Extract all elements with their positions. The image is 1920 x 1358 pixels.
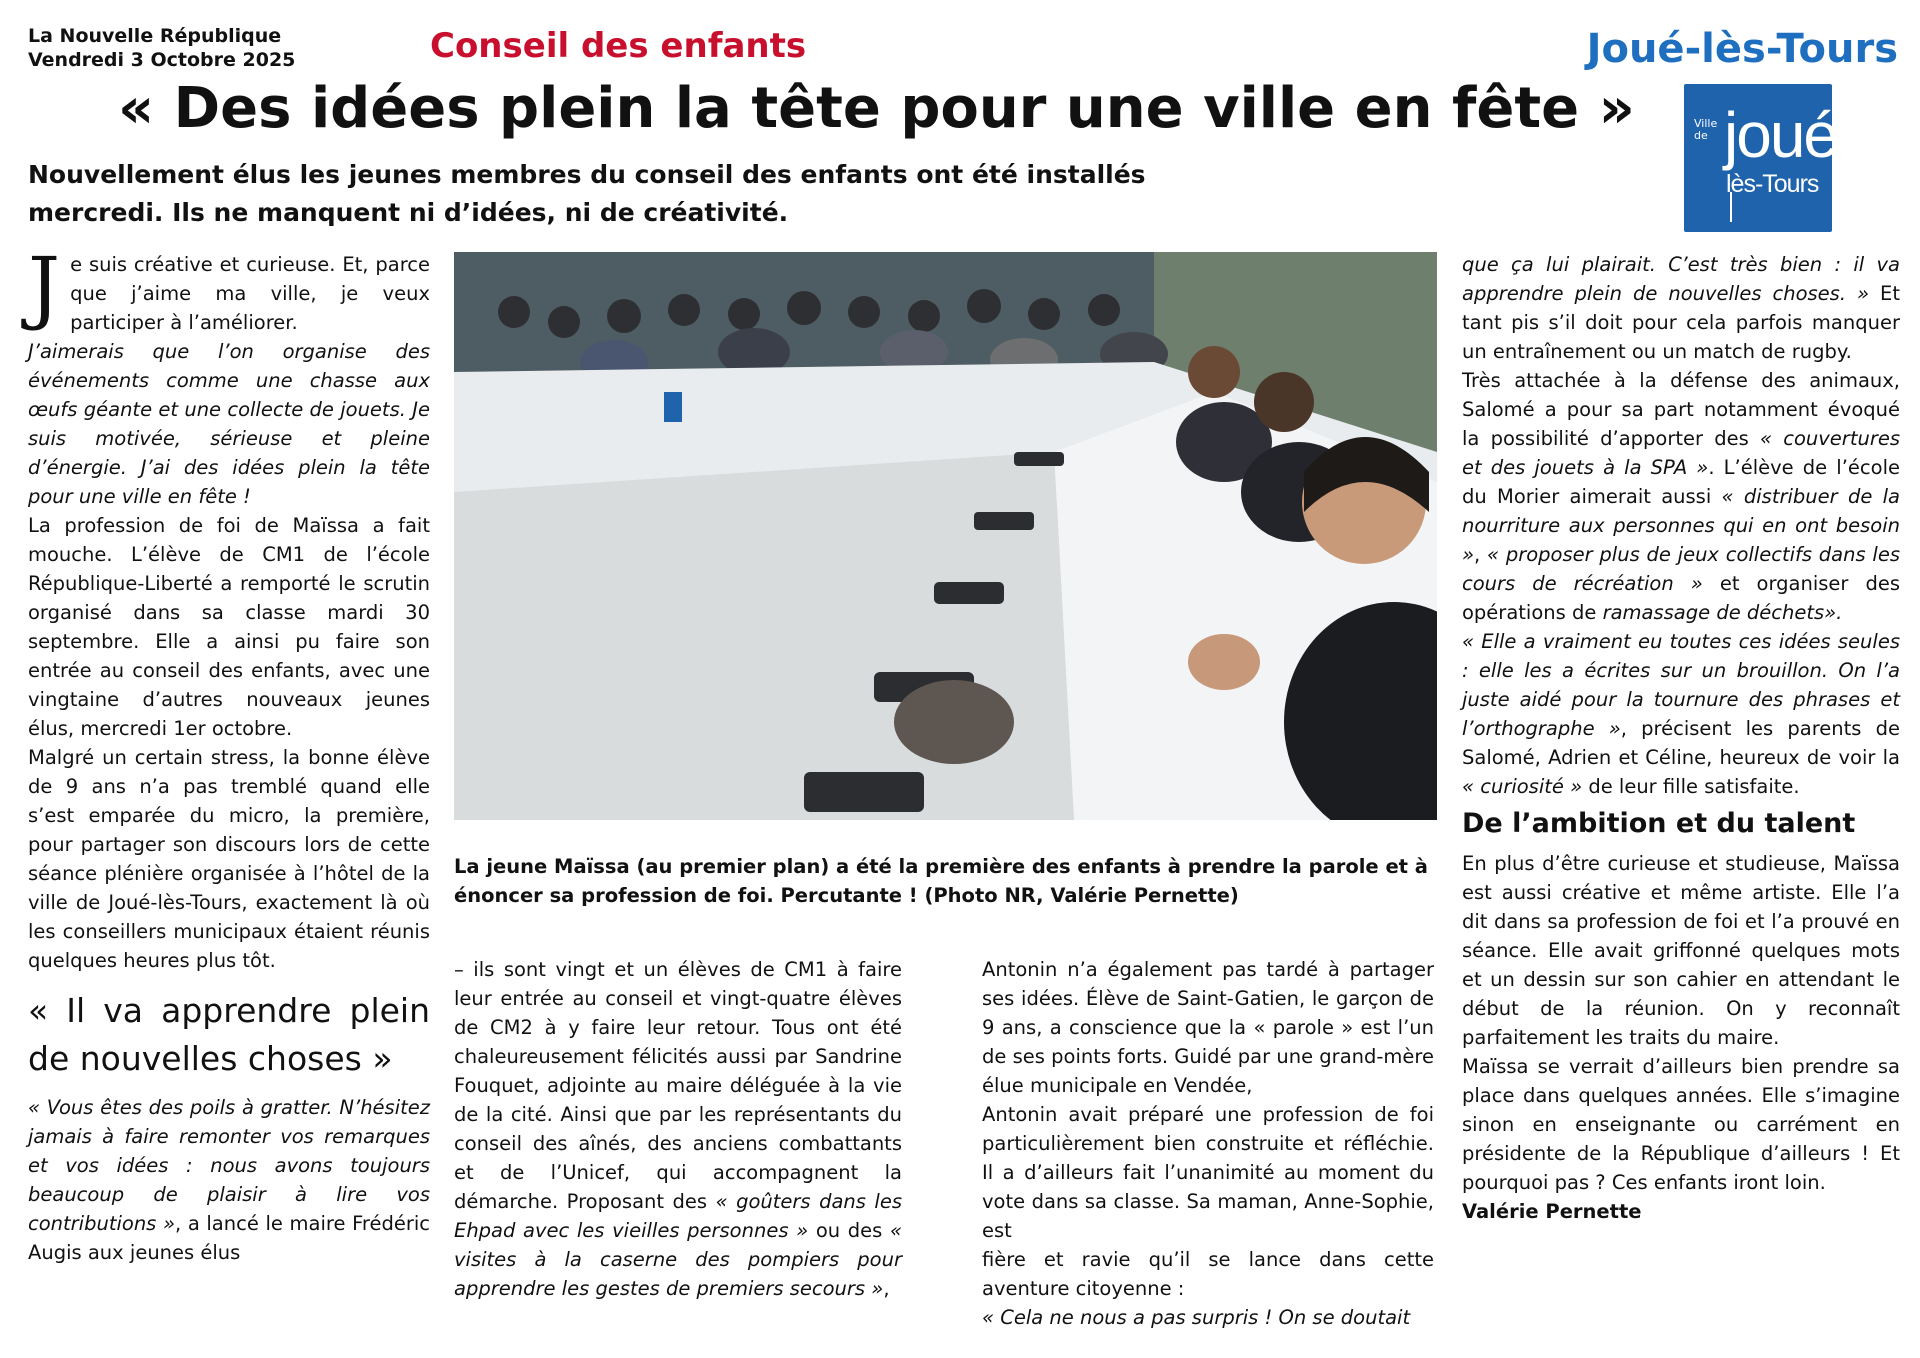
article-column-3	[982, 955, 1434, 1332]
body-text: – ils sont vingt et un élèves de CM1 à faire leur entrée au conseil et vingt-quatre élèves de CM2 à y faire leur retour. Tous ont été chaleureusement félicités aussi par Sandrine Fouquet, adjointe au maire déléguée à la vie de la cité. Ainsi que par les représentants du conseil des aînés, des anciens combattants et de l’Unicef, qui accompagnent la démarche. Proposant des	[454, 958, 902, 1213]
article-column-2	[454, 955, 902, 1303]
quote-text: « visites à la caserne des pompiers pour apprendre les gestes de premiers secours »	[454, 1219, 902, 1300]
city-logo	[1684, 84, 1837, 232]
publication-date: Vendredi 3 Octobre 2025	[28, 49, 296, 71]
quote-paragraph: J’aimerais que l’on organise des événements comme une chasse aux œufs géante et une collecte de jouets. Je suis motivée, sérieuse et pleine d’énergie. J’ai des idées plein la tête pour une ville en fête !	[28, 340, 430, 508]
council-meeting-photo	[454, 252, 1437, 820]
logo-joue-text: joué	[1724, 99, 1837, 171]
mayor-quote: « Vous êtes des poils à gratter. N’hésitez jamais à faire remonter vos remarques et vos idées : nous avons toujours beaucoup de plaisir à lire vos contributions »	[28, 1096, 430, 1235]
rubric-title: Conseil des enfants	[430, 26, 807, 66]
logo-ville-text: Ville de	[1694, 117, 1718, 142]
quote-text: « Elle a vraiment eu toutes ces idées seules : elle les a écrites sur un brouillon. On l’a juste aidé pour la tournure des phrases et l’orthographe »	[1462, 630, 1900, 740]
quote-text: « proposer plus de jeux collectifs dans les cours de récréation »	[1462, 543, 1900, 595]
body-text: Très attachée à la défense des animaux, Salomé a pour sa part notamment évoqué la possibilité d’apporter des	[1462, 369, 1900, 450]
photo-placard	[664, 392, 682, 422]
body-text: , a lancé le maire Frédéric Augis aux jeunes élus	[28, 1212, 430, 1264]
quote-text: « goûters dans les Ehpad avec les vieilles personnes »	[454, 1190, 902, 1242]
body-text: Et tant pis s’il doit pour cela parfois manquer un entraînement ou un match de rugby.	[1462, 282, 1900, 363]
body-text: . L’élève de l’école du Morier aimerait aussi	[1462, 456, 1900, 508]
body-text: ,	[883, 1277, 890, 1300]
body-paragraph: Antonin n’a également pas tardé à partager ses idées. Élève de Saint-Gatien, le garçon de 9 ans, a conscience que la « parole » est l’un de ses points forts. Guidé par une grand-mère élue municipale en Vendée,	[982, 958, 1434, 1097]
photo-floor	[454, 452, 1074, 820]
quote-text: « distribuer de la nourriture aux personnes qui en ont besoin »	[1462, 485, 1900, 566]
body-text: ou des	[808, 1219, 890, 1242]
article-photo	[454, 252, 1437, 820]
quote-text: que ça lui plairait. C’est très bien : il va apprendre plein de nouvelles choses. »	[1462, 253, 1900, 305]
body-text: de leur fille satisfaite.	[1582, 775, 1800, 798]
logo-les-tours-text: lès-Tours	[1726, 170, 1819, 198]
photo-caption: La jeune Maïssa (au premier plan) a été la première des enfants à prendre la parole et à énoncer sa profession de foi. Percutante ! (Photo NR, Valérie Pernette)	[454, 855, 1428, 907]
body-text: et organiser des opérations de	[1462, 572, 1900, 624]
body-paragraph: Malgré un certain stress, la bonne élève de 9 ans n’a pas tremblé quand elle s’est emparée du micro, la première, pour partager son discours lors de cette séance plénière organisée à l’hôtel de la ville de Joué-lès-Tours, exactement là où les conseillers municipaux étaient réunis quelques heures plus tôt.	[28, 746, 430, 972]
subheading: De l’ambition et du talent	[1462, 808, 1856, 839]
photo-pencil-case	[894, 680, 1014, 764]
article-standfirst: Nouvellement élus les jeunes membres du conseil des enfants ont été installés mercredi. Ils ne manquent ni d’idées, ni de créativité.	[28, 160, 1146, 227]
newspaper-source	[28, 24, 295, 72]
body-text: , précisent les parents de Salomé, Adrien et Céline, heureux de voir la	[1462, 717, 1900, 769]
quote-text: « couvertures et des jouets à la SPA »	[1462, 427, 1900, 479]
body-paragraph: fière et ravie qu’il se lance dans cette aventure citoyenne :	[982, 1248, 1434, 1300]
quote-text: « curiosité »	[1462, 775, 1583, 798]
subheading: « Il va apprendre plein de nouvelles choses »	[28, 991, 430, 1078]
drop-cap: J	[28, 240, 61, 333]
intro-paragraph: e suis créative et curieuse. Et, parce que j’aime ma ville, je veux participer à l’améliorer.	[70, 253, 430, 334]
article-column-1	[28, 240, 430, 1267]
article-headline: « Des idées plein la tête pour une ville en fête »	[118, 76, 1635, 141]
body-paragraph: Antonin avait préparé une profession de foi particulièrement bien construite et réfléchie. Il a d’ailleurs fait l’unanimité au moment du vote dans sa classe. Sa maman, Anne-Sophie, est	[982, 1103, 1434, 1242]
body-paragraph: Maïssa se verrait d’ailleurs bien prendre sa place dans quelques années. Elle s’imagine sinon en enseignante ou carrément en présidente de la République d’ailleurs ! Et pourquoi pas ? Ces enfants iront loin.	[1462, 1055, 1900, 1194]
body-text: ,	[1474, 543, 1488, 566]
body-paragraph: En plus d’être curieuse et studieuse, Maïssa est aussi créative et même artiste. Elle l’a dit dans sa profession de foi et l’a prouvé en séance. Elle avait griffonné quelques mots et un dessin sur son cahier en attendant le début de la réunion. On y reconnaît parfaitement les traits du maire.	[1462, 852, 1900, 1049]
body-paragraph: La profession de foi de Maïssa a fait mouche. L’élève de CM1 de l’école République-Liberté a remporté le scrutin organisé dans sa classe mardi 30 septembre. Elle a ainsi pu faire son entrée au conseil des enfants, avec une vingtaine d’autres nouveaux jeunes élus, mercredi 1er octobre.	[28, 514, 430, 740]
author-signature: Valérie Pernette	[1462, 1200, 1642, 1223]
quote-text: « Cela ne nous a pas surpris ! On se doutait	[982, 1306, 1411, 1329]
quote-text: ramassage de déchets».	[1602, 601, 1843, 624]
newspaper-name: La Nouvelle République	[28, 25, 282, 47]
article-column-4	[1462, 250, 1900, 1226]
city-name: Joué-lès-Tours	[1586, 26, 1898, 72]
